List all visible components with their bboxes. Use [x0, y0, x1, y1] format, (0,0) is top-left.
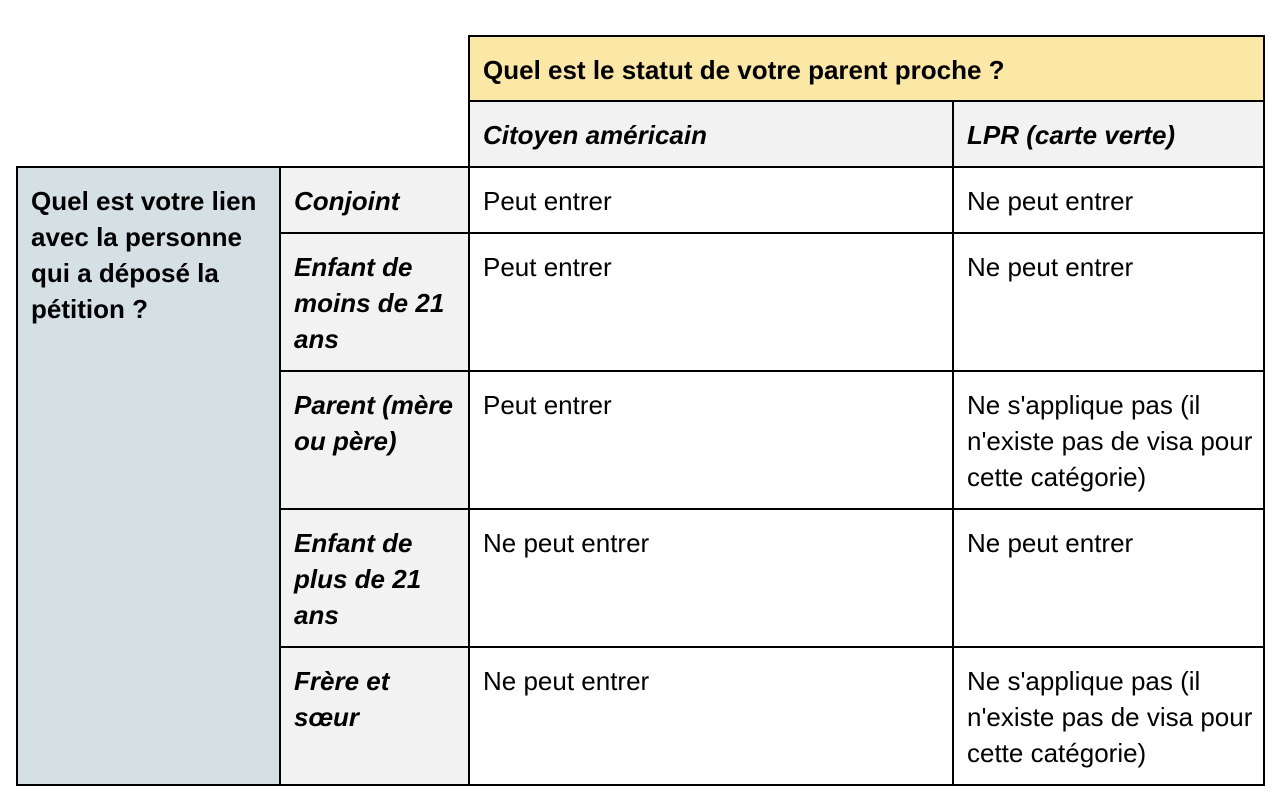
row-label-child-over-21: Enfant de plus de 21 ans [280, 509, 469, 647]
grid-line [16, 784, 1265, 786]
grid-line [279, 232, 1265, 234]
cell-spouse-lpr: Ne peut entrer [967, 186, 1134, 216]
grid-line [279, 370, 1265, 372]
grid-line [468, 35, 1265, 37]
row-label-sibling: Frère et sœur [280, 647, 469, 785]
cell-parent-lpr: Ne s'applique pas (il n'existe pas de visa pour cette catégorie) [967, 390, 1253, 492]
grid-line [468, 100, 1265, 102]
cell-parent-citizen: Peut entrer [483, 390, 612, 420]
grid-line [16, 166, 1265, 168]
cell-child-over-21-citizen: Ne peut entrer [483, 528, 650, 558]
grid-line [468, 35, 470, 786]
grid-line [952, 100, 954, 786]
cell-child-under-21-citizen: Peut entrer [483, 252, 612, 282]
row-label-child-under-21: Enfant de moins de 21 ans [280, 233, 469, 371]
cell-child-over-21-lpr: Ne peut entrer [967, 528, 1134, 558]
grid-line [279, 166, 281, 786]
cell-sibling-citizen: Ne peut entrer [483, 666, 650, 696]
grid-line [279, 508, 1265, 510]
grid-line [279, 646, 1265, 648]
cell-child-under-21-lpr: Ne peut entrer [967, 252, 1134, 282]
relationship-question-header: Quel est votre lien avec la personne qui a déposé la pétition ? [17, 167, 280, 785]
column-header-us-citizen: Citoyen américain [469, 101, 953, 167]
cell-sibling-lpr: Ne s'applique pas (il n'existe pas de visa pour cette catégorie) [967, 666, 1253, 768]
status-question-header: Quel est le statut de votre parent proche ? [469, 36, 1264, 101]
cell-spouse-citizen: Peut entrer [483, 186, 612, 216]
grid-line [16, 166, 18, 786]
row-label-spouse: Conjoint [280, 167, 469, 233]
row-label-parent: Parent (mère ou père) [280, 371, 469, 509]
column-header-lpr: LPR (carte verte) [953, 101, 1264, 167]
grid-line [1263, 35, 1265, 786]
